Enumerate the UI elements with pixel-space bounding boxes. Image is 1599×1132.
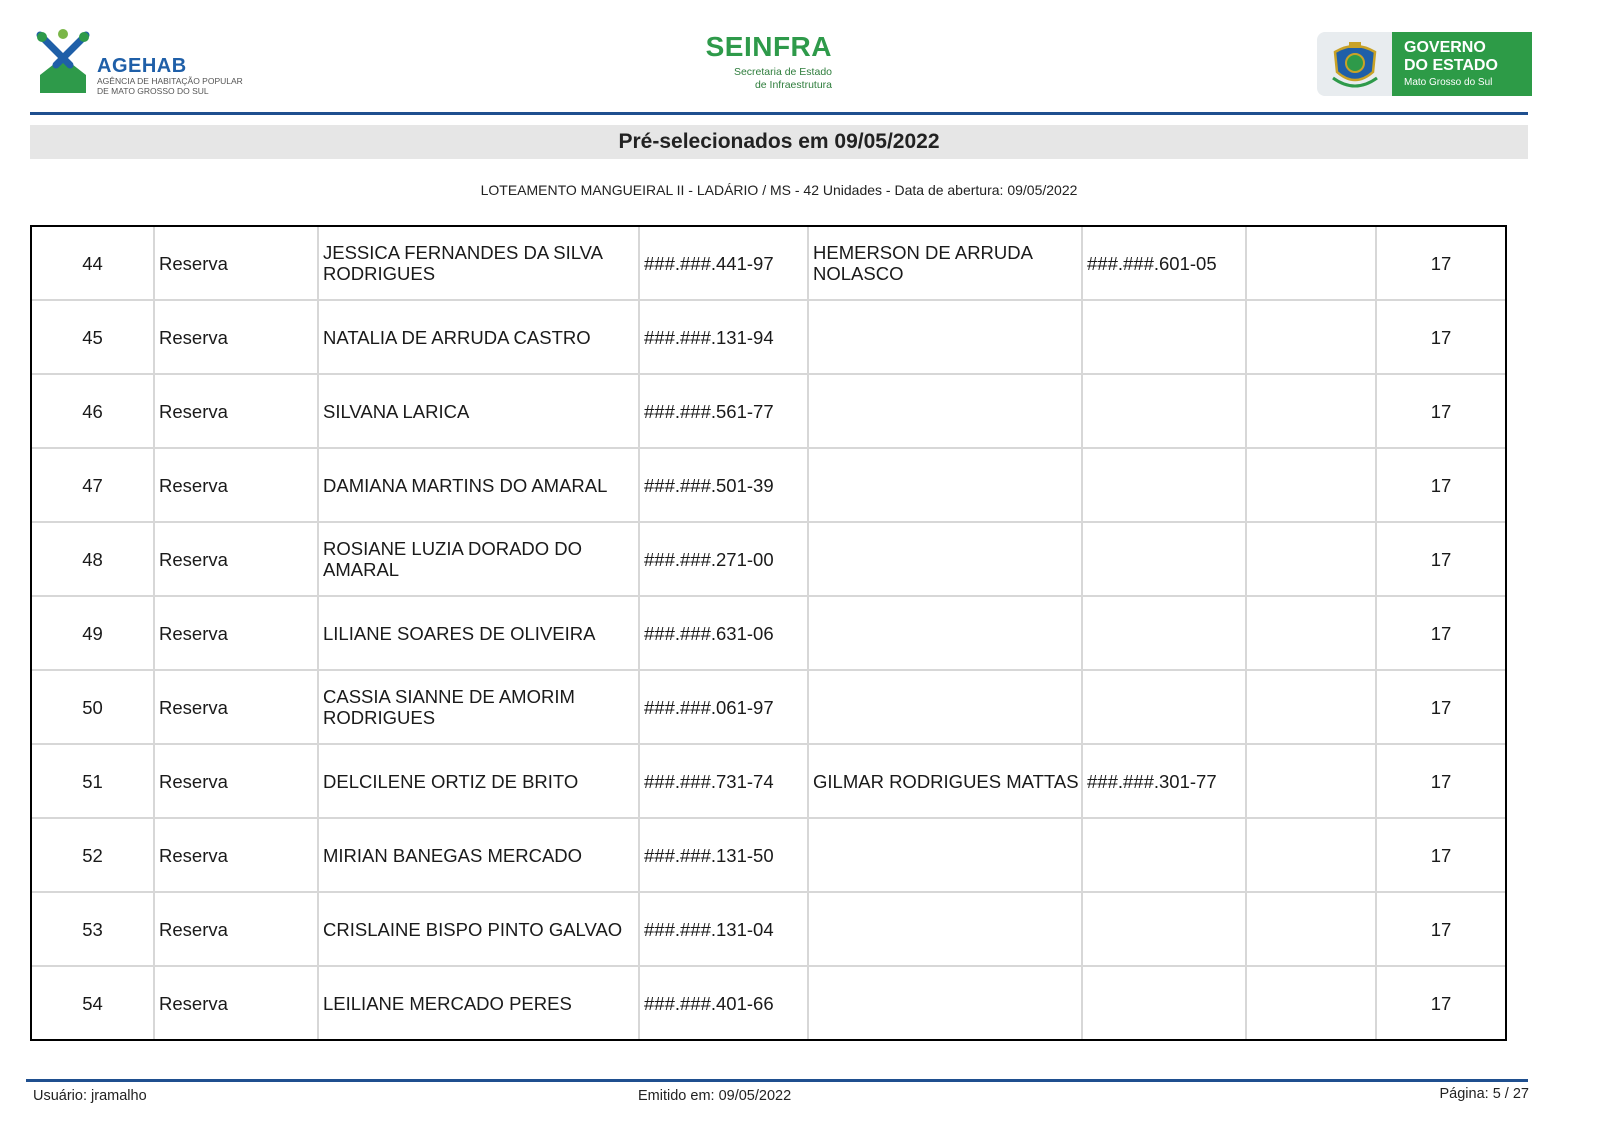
cell-holder-name: SILVANA LARICA <box>319 375 640 447</box>
cell-spouse-name: HEMERSON DE ARRUDA NOLASCO <box>809 227 1083 299</box>
cell-holder-name: NATALIA DE ARRUDA CASTRO <box>319 301 640 373</box>
agehab-subtitle-line2: DE MATO GROSSO DO SUL <box>97 86 209 96</box>
cell-score: 17 <box>1430 844 1452 866</box>
cell-number: 50 <box>32 671 155 743</box>
cell-number: 53 <box>32 893 155 965</box>
governo-line1: GOVERNO <box>1404 39 1486 56</box>
table-row <box>32 819 1505 893</box>
cell-extra <box>1247 893 1377 965</box>
cell-extra <box>1247 597 1377 669</box>
cell-score: 17 <box>1430 252 1452 274</box>
cell-status: Reserva <box>155 449 319 521</box>
cell-status: Reserva <box>155 597 319 669</box>
cell-status: Reserva <box>155 967 319 1039</box>
governo-title <box>1404 39 1498 75</box>
table-row <box>32 671 1505 745</box>
cell-extra <box>1247 523 1377 595</box>
cell-number: 52 <box>32 819 155 891</box>
cell-spouse-cpf <box>1083 597 1247 669</box>
table-row <box>32 523 1505 597</box>
cell-spouse-name <box>809 449 1083 521</box>
cell-holder-name: DAMIANA MARTINS DO AMARAL <box>319 449 640 521</box>
footer-emitted-date: Emitido em: 09/05/2022 <box>638 1088 792 1104</box>
cell-status: Reserva <box>155 671 319 743</box>
table-row <box>32 893 1505 967</box>
cell-spouse-cpf <box>1083 449 1247 521</box>
cell-holder-name: LEILIANE MERCADO PERES <box>319 967 640 1039</box>
cell-holder-cpf: ###.###.131-04 <box>640 893 809 965</box>
cell-holder-name: CASSIA SIANNE DE AMORIM RODRIGUES <box>319 671 640 743</box>
seinfra-logo <box>700 32 832 92</box>
cell-extra <box>1247 449 1377 521</box>
cell-score: 17 <box>1430 326 1452 348</box>
cell-spouse-name <box>809 671 1083 743</box>
cell-number: 51 <box>32 745 155 817</box>
table-row <box>32 745 1505 819</box>
cell-holder-cpf: ###.###.441-97 <box>640 227 809 299</box>
cell-score: 17 <box>1430 400 1452 422</box>
table-row <box>32 301 1505 375</box>
cell-holder-cpf: ###.###.731-74 <box>640 745 809 817</box>
cell-score: 17 <box>1430 474 1452 496</box>
state-crest-icon <box>1331 38 1379 90</box>
cell-spouse-cpf <box>1083 375 1247 447</box>
table-row <box>32 227 1505 301</box>
cell-holder-name: CRISLAINE BISPO PINTO GALVAO <box>319 893 640 965</box>
seinfra-subtitle <box>700 66 832 92</box>
cell-spouse-name <box>809 375 1083 447</box>
agehab-subtitle <box>97 76 247 96</box>
governo-ms-logo <box>1317 32 1532 96</box>
cell-extra <box>1247 227 1377 299</box>
cell-holder-name: LILIANE SOARES DE OLIVEIRA <box>319 597 640 669</box>
cell-number: 48 <box>32 523 155 595</box>
header-divider <box>30 112 1528 115</box>
agehab-name: AGEHAB <box>97 55 187 77</box>
cell-status: Reserva <box>155 819 319 891</box>
cell-spouse-cpf <box>1083 671 1247 743</box>
title-bar <box>30 125 1528 159</box>
cell-status: Reserva <box>155 893 319 965</box>
seinfra-subtitle-line1: Secretaria de Estado <box>733 66 832 78</box>
cell-spouse-cpf <box>1083 893 1247 965</box>
cell-status: Reserva <box>155 523 319 595</box>
cell-spouse-name <box>809 523 1083 595</box>
cell-status: Reserva <box>155 745 319 817</box>
cell-holder-name: ROSIANE LUZIA DORADO DO AMARAL <box>319 523 640 595</box>
cell-spouse-name <box>809 819 1083 891</box>
cell-status: Reserva <box>155 301 319 373</box>
page-title: Pré-selecionados em 09/05/2022 <box>618 130 940 153</box>
table-row <box>32 375 1505 449</box>
cell-score: 17 <box>1430 918 1452 940</box>
cell-number: 49 <box>32 597 155 669</box>
cell-spouse-cpf: ###.###.601-05 <box>1083 227 1247 299</box>
governo-text-panel <box>1392 32 1532 96</box>
cell-holder-cpf: ###.###.061-97 <box>640 671 809 743</box>
cell-extra <box>1247 301 1377 373</box>
cell-spouse-cpf <box>1083 819 1247 891</box>
cell-spouse-name <box>809 597 1083 669</box>
cell-score: 17 <box>1430 622 1452 644</box>
cell-holder-cpf: ###.###.131-50 <box>640 819 809 891</box>
table-row <box>32 597 1505 671</box>
cell-number: 54 <box>32 967 155 1039</box>
cell-extra <box>1247 745 1377 817</box>
table-row <box>32 449 1505 523</box>
cell-score: 17 <box>1430 548 1452 570</box>
cell-number: 45 <box>32 301 155 373</box>
cell-extra <box>1247 819 1377 891</box>
cell-score: 17 <box>1430 992 1452 1014</box>
seinfra-name: SEINFRA <box>705 31 832 62</box>
cell-spouse-cpf <box>1083 967 1247 1039</box>
cell-spouse-cpf: ###.###.301-77 <box>1083 745 1247 817</box>
footer-user: Usuário: jramalho <box>33 1088 147 1104</box>
page-subtitle: LOTEAMENTO MANGUEIRAL II - LADÁRIO / MS - 42 Unidades - Data de abertura: 09/05/2022 <box>480 182 1078 198</box>
cell-extra <box>1247 375 1377 447</box>
governo-state-name: Mato Grosso do Sul <box>1404 77 1493 88</box>
cell-status: Reserva <box>155 375 319 447</box>
cell-extra <box>1247 967 1377 1039</box>
cell-extra <box>1247 671 1377 743</box>
cell-holder-cpf: ###.###.131-94 <box>640 301 809 373</box>
cell-number: 47 <box>32 449 155 521</box>
cell-holder-cpf: ###.###.561-77 <box>640 375 809 447</box>
seinfra-subtitle-line2: de Infraestrutura <box>754 79 832 91</box>
cell-spouse-name <box>809 301 1083 373</box>
agehab-subtitle-line1: AGÊNCIA DE HABITAÇÃO POPULAR <box>97 76 243 86</box>
cell-holder-name: JESSICA FERNANDES DA SILVA RODRIGUES <box>319 227 640 299</box>
cell-spouse-cpf <box>1083 523 1247 595</box>
cell-holder-cpf: ###.###.631-06 <box>640 597 809 669</box>
footer-page-number: Página: 5 / 27 <box>1439 1086 1529 1102</box>
selection-table <box>30 225 1507 1041</box>
agehab-house-icon <box>34 29 92 95</box>
cell-holder-cpf: ###.###.501-39 <box>640 449 809 521</box>
agehab-logo <box>34 29 244 95</box>
cell-score: 17 <box>1430 770 1452 792</box>
table-row <box>32 967 1505 1039</box>
cell-spouse-cpf <box>1083 301 1247 373</box>
cell-holder-name: MIRIAN BANEGAS MERCADO <box>319 819 640 891</box>
footer-divider <box>26 1079 1528 1082</box>
cell-number: 46 <box>32 375 155 447</box>
cell-status: Reserva <box>155 227 319 299</box>
cell-number: 44 <box>32 227 155 299</box>
governo-line2: DO ESTADO <box>1404 57 1498 74</box>
cell-spouse-name: GILMAR RODRIGUES MATTAS <box>809 745 1083 817</box>
cell-holder-cpf: ###.###.271-00 <box>640 523 809 595</box>
cell-holder-name: DELCILENE ORTIZ DE BRITO <box>319 745 640 817</box>
cell-holder-cpf: ###.###.401-66 <box>640 967 809 1039</box>
crest-panel <box>1317 32 1392 96</box>
cell-spouse-name <box>809 967 1083 1039</box>
cell-spouse-name <box>809 893 1083 965</box>
cell-score: 17 <box>1430 696 1452 718</box>
